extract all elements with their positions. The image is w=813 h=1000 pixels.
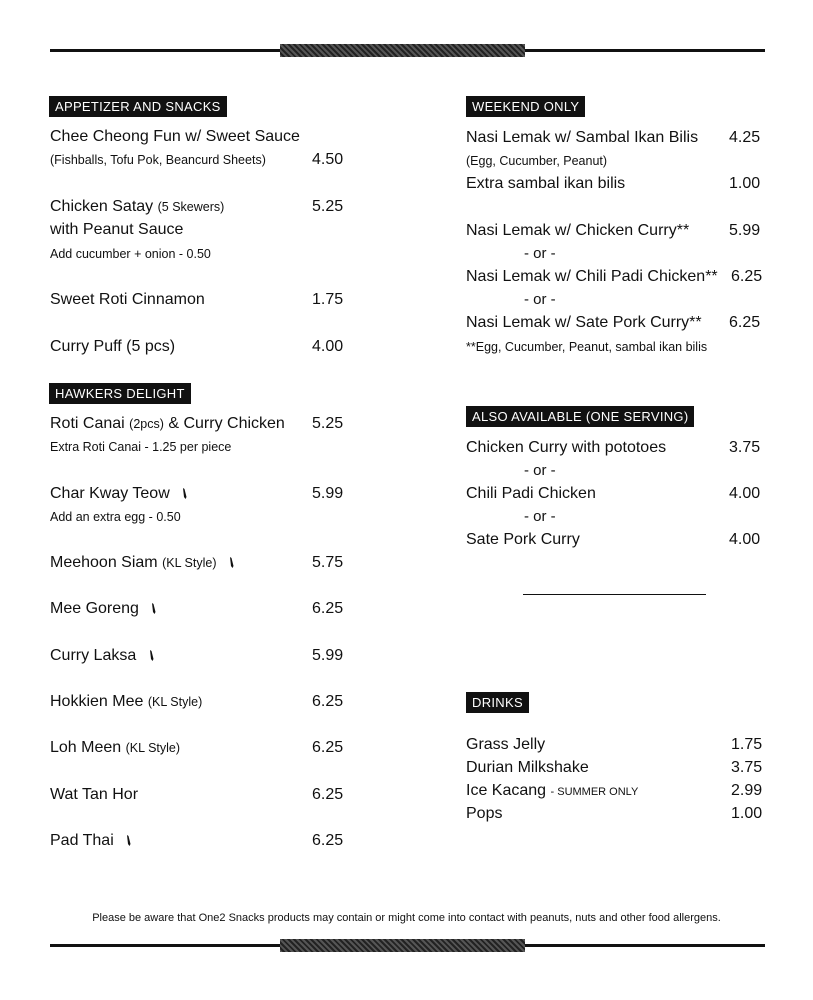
section-header-appetizers: APPETIZER AND SNACKS: [49, 96, 227, 117]
item-curry-laksa-name: [50, 647, 154, 665]
item-char-kway-label: Char Kway Teow: [50, 485, 170, 502]
item-meehoon-note: (KL Style): [162, 556, 217, 570]
item-roti-canai-price: 5.25: [312, 415, 344, 432]
item-satay-price: 5.25: [312, 198, 344, 215]
section-header-weekend: WEEKEND ONLY: [466, 96, 585, 117]
item-nl-pork-price: 6.25: [729, 314, 761, 331]
or-separator: - or -: [524, 508, 556, 525]
item-ice-kacang-price: 2.99: [731, 782, 763, 799]
item-roti-canai-label2: & Curry Chicken: [168, 415, 285, 432]
item-chicken-curry-name: Chicken Curry with pototoes: [466, 439, 667, 456]
item-nl-ikan-detail: (Egg, Cucumber, Peanut): [466, 154, 608, 168]
item-loh-meen-note: (KL Style): [125, 741, 181, 755]
item-chee-cheong-price: 4.50: [312, 151, 344, 168]
item-nl-chicken-price: 5.99: [729, 222, 761, 239]
item-curry-laksa-label: Curry Laksa: [50, 647, 137, 664]
item-chee-cheong-detail: (Fishballs, Tofu Pok, Beancurd Sheets): [50, 153, 266, 167]
item-roti-canai-note: (2pcs): [129, 417, 164, 431]
item-chee-cheong-name: Chee Cheong Fun w/ Sweet Sauce: [50, 128, 300, 145]
item-sate-pork-price: 4.00: [729, 531, 761, 548]
item-mee-goreng-price: 6.25: [312, 600, 344, 617]
item-wat-tan-name: Wat Tan Hor: [50, 786, 139, 803]
item-roti-canai-label: Roti Canai: [50, 415, 125, 432]
item-curry-puff-price: 4.00: [312, 338, 344, 355]
item-nl-pork-name: Nasi Lemak w/ Sate Pork Curry**: [466, 314, 702, 331]
item-pops-name: Pops: [466, 805, 503, 822]
item-roti-canai-name: [50, 415, 285, 433]
item-chili-padi-name: Chili Padi Chicken: [466, 485, 596, 502]
item-durian-name: Durian Milkshake: [466, 759, 589, 776]
or-separator: - or -: [524, 291, 556, 308]
item-grass-jelly-name: Grass Jelly: [466, 736, 546, 753]
item-extra-sambal-name: Extra sambal ikan bilis: [466, 175, 626, 192]
item-ice-kacang-note: - SUMMER ONLY: [550, 786, 639, 798]
item-nl-chili-name: Nasi Lemak w/ Chili Padi Chicken**: [466, 268, 718, 285]
item-mee-goreng-label: Mee Goreng: [50, 600, 139, 617]
item-hokkien-note: (KL Style): [147, 695, 203, 709]
allergen-notice: Please be aware that One2 Snacks products may contain or might come into contact with peanuts, nuts and other food allergens.: [92, 912, 721, 924]
item-roti-canai-extra: Extra Roti Canai - 1.25 per piece: [50, 440, 232, 454]
item-curry-puff-name: Curry Puff (5 pcs): [50, 338, 176, 355]
bottom-rule-band: [280, 939, 525, 952]
item-loh-meen-name: [50, 739, 180, 757]
item-hokkien-label: Hokkien Mee: [50, 693, 144, 710]
item-satay-extra: Add cucumber + onion - 0.50: [50, 247, 211, 261]
top-rule-band: [280, 44, 525, 57]
item-loh-meen-price: 6.25: [312, 739, 344, 756]
item-chili-padi-price: 4.00: [729, 485, 761, 502]
item-meehoon-price: 5.75: [312, 554, 344, 571]
chili-pepper-icon: [126, 835, 131, 846]
item-nl-chili-price: 6.25: [731, 268, 763, 285]
item-curry-laksa-price: 5.99: [312, 647, 344, 664]
section-header-drinks: DRINKS: [466, 692, 529, 713]
item-satay-name: [50, 198, 224, 216]
or-separator: - or -: [524, 462, 556, 479]
section-divider: [523, 594, 706, 595]
item-chicken-curry-price: 3.75: [729, 439, 761, 456]
item-roti-cinnamon-price: 1.75: [312, 291, 344, 308]
chili-pepper-icon: [151, 603, 156, 614]
item-hokkien-name: [50, 693, 202, 711]
section-header-hawkers: HAWKERS DELIGHT: [49, 383, 191, 404]
item-meehoon-label: Meehoon Siam: [50, 554, 158, 571]
item-satay-label: Chicken Satay: [50, 198, 154, 215]
item-durian-price: 3.75: [731, 759, 763, 776]
item-char-kway-extra: Add an extra egg - 0.50: [50, 510, 181, 524]
item-mee-goreng-name: [50, 600, 156, 618]
item-ice-kacang-label: Ice Kacang: [466, 782, 547, 799]
item-char-kway-price: 5.99: [312, 485, 344, 502]
item-sate-pork-name: Sate Pork Curry: [466, 531, 580, 548]
item-wat-tan-price: 6.25: [312, 786, 344, 803]
or-separator: - or -: [524, 245, 556, 262]
item-loh-meen-label: Loh Meen: [50, 739, 122, 756]
item-meehoon-name: [50, 554, 234, 572]
item-satay-line2: with Peanut Sauce: [50, 221, 184, 238]
section-header-also-available: ALSO AVAILABLE (ONE SERVING): [466, 406, 694, 427]
item-extra-sambal-price: 1.00: [729, 175, 761, 192]
item-pad-thai-label: Pad Thai: [50, 832, 114, 849]
item-pops-price: 1.00: [731, 805, 763, 822]
item-pad-thai-price: 6.25: [312, 832, 344, 849]
chili-pepper-icon: [182, 488, 187, 499]
item-hokkien-price: 6.25: [312, 693, 344, 710]
item-pad-thai-name: [50, 832, 131, 850]
item-ice-kacang-name: [466, 782, 638, 800]
item-nl-ikan-price: 4.25: [729, 129, 761, 146]
item-nl-ikan-name: Nasi Lemak w/ Sambal Ikan Bilis: [466, 129, 699, 146]
item-satay-note: (5 Skewers): [157, 200, 225, 214]
chili-pepper-icon: [229, 557, 234, 568]
chili-pepper-icon: [149, 650, 154, 661]
item-nl-chicken-name: Nasi Lemak w/ Chicken Curry**: [466, 222, 690, 239]
item-char-kway-name: [50, 485, 187, 503]
item-roti-cinnamon-name: Sweet Roti Cinnamon: [50, 291, 205, 308]
item-grass-jelly-price: 1.75: [731, 736, 763, 753]
weekend-footnote: **Egg, Cucumber, Peanut, sambal ikan bilis: [466, 340, 708, 354]
